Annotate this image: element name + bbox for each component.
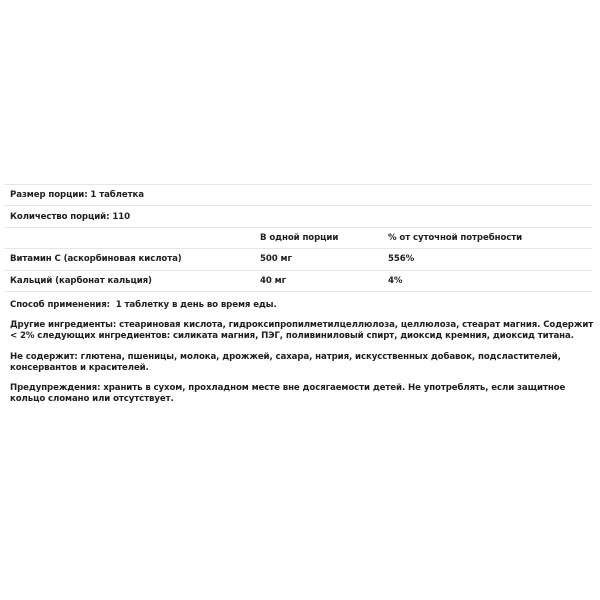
warnings-label: Предупреждения: — [10, 383, 101, 394]
servings-count: Количество порций: 110 — [4, 206, 592, 227]
header-amount: В одной порции — [254, 227, 382, 248]
free-from-text: глютена, пшеницы, молока, дрожжей, сахара, натрия, искусственных добавок, подсластителей, консервантов и красителей. — [10, 351, 561, 373]
header-name — [4, 227, 254, 248]
free-from-note — [10, 352, 595, 374]
servings-count-row — [4, 206, 592, 227]
table-row — [4, 249, 592, 270]
table-header-row — [4, 227, 592, 248]
nutrient-daily-value: 556% — [382, 249, 592, 270]
other-ingredients-text: стеариновая кислота, гидроксипропилметилцеллюлоза, целлюлоза, стеарат магния. Содержит < 2% следующих ингредиентов: силиката магния, ПЭГ, поливиниловый спирт, диоксид кремния, диоксид титана. — [10, 320, 594, 342]
warnings-note — [10, 383, 595, 405]
free-from-label: Не содержит: — [10, 351, 78, 362]
other-ingredients-note — [10, 320, 595, 342]
supplement-facts-table — [4, 184, 592, 292]
usage-text: 1 таблетку в день во время еды. — [109, 300, 277, 310]
nutrient-name: Кальций (карбонат кальция) — [4, 270, 254, 291]
other-ingredients-label: Другие ингредиенты: — [10, 320, 117, 331]
usage-note — [10, 300, 595, 311]
serving-size: Размер порции: 1 таблетка — [4, 185, 592, 206]
usage-label: Способ применения: — [10, 300, 110, 310]
product-notes — [10, 300, 595, 414]
header-daily-value: % от суточной потребности — [382, 227, 592, 248]
nutrient-name: Витамин С (аскорбиновая кислота) — [4, 249, 254, 270]
warnings-text: хранить в сухом, прохладном месте вне досягаемости детей. Не употреблять, если защитное кольцо сломано или отсутствует. — [10, 383, 566, 405]
nutrient-amount: 40 мг — [254, 270, 382, 291]
nutrient-daily-value: 4% — [382, 270, 592, 291]
serving-size-row — [4, 185, 592, 206]
nutrient-amount: 500 мг — [254, 249, 382, 270]
table-row — [4, 270, 592, 291]
